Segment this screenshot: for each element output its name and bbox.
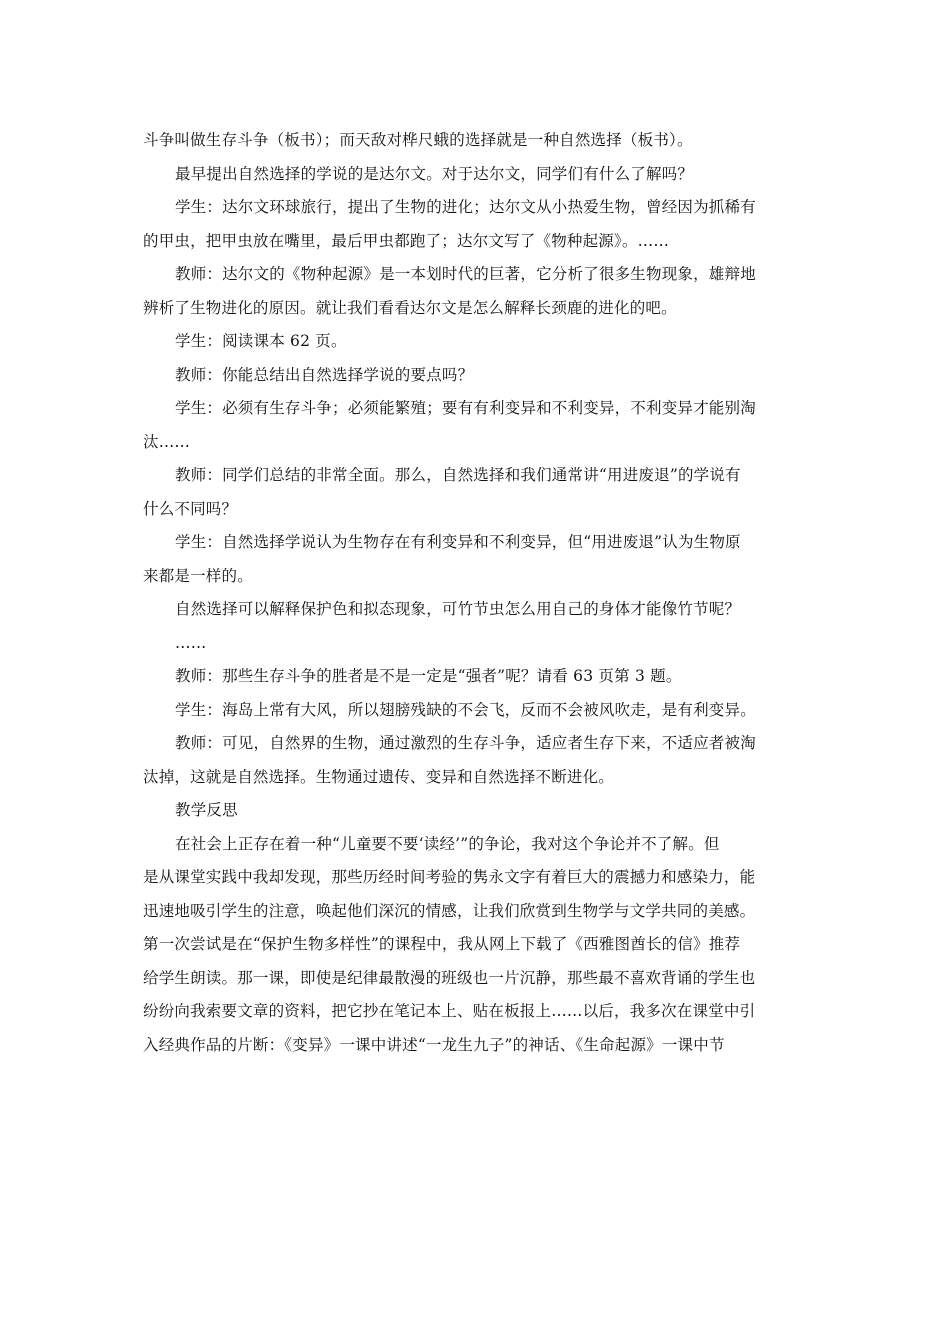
paragraph-line: 教师：可见，自然界的生物，通过激烈的生存斗争，适应者生存下来，不适应者被淘: [175, 734, 756, 752]
paragraph-line: 学生：达尔文环球旅行，提出了生物的进化；达尔文从小热爱生物，曾经因为抓稀有: [175, 198, 756, 216]
paragraph-line: 给学生朗读。那一课，即使是纪律最散漫的班级也一片沉静，那些最不喜欢背诵的学生也: [143, 968, 756, 987]
paragraph-line: 在社会上正存在着一种“儿童要不要‘读经’”的争论，我对这个争论并不了解。但: [175, 834, 720, 853]
paragraph-line: ……: [175, 633, 207, 652]
paragraph-line: 斗争叫做生存斗争（板书）；而天敌对桦尺蛾的选择就是一种自然选择（板书）。: [143, 131, 693, 149]
paragraph-line: 自然选择可以解释保护色和拟态现象，可竹节虫怎么用自己的身体才能像竹节呢？: [175, 600, 741, 618]
paragraph-line: 学生：自然选择学说认为生物存在有利变异和不利变异，但“用进废退”认为生物原: [175, 533, 741, 551]
paragraph-line: 是从课堂实践中我却发现，那些历经时间考验的隽永文字有着巨大的震撼力和感染力，能: [143, 868, 756, 886]
paragraph-line: 教师：同学们总结的非常全面。那么，自然选择和我们通常讲“用进废退”的学说有: [175, 466, 741, 484]
paragraph-line: 迅速地吸引学生的注意，唤起他们深沉的情感，让我们欣赏到生物学与文学共同的美感。: [143, 901, 756, 920]
paragraph-line: 学生：必须有生存斗争；必须能繁殖；要有有利变异和不利变异，不利变异才能别淘: [175, 399, 756, 417]
paragraph-line: 的甲虫，把甲虫放在嘴里，最后甲虫都跑了；达尔文写了《物种起源》。……: [143, 231, 670, 250]
paragraph-line: 汰掉，这就是自然选择。生物通过遗传、变异和自然选择不断进化。: [143, 767, 615, 786]
paragraph-line: 辨析了生物进化的原因。就让我们看看达尔文是怎么解释长颈鹿的进化的吧。: [143, 298, 677, 317]
paragraph-line: 教师：达尔文的《物种起源》是一本划时代的巨著，它分析了很多生物现象，雄辩地: [175, 265, 756, 283]
paragraph-line: 入经典作品的片断：《变异》一课中讲述“一龙生九子”的神话、《生命起源》一课中节: [143, 1035, 725, 1054]
paragraph-line: 教学反思: [175, 801, 238, 819]
paragraph-line: 教师：那些生存斗争的胜者是不是一定是“强者”呢？请看 63 页第 3 题。: [175, 667, 682, 685]
document-page: [143, 124, 809, 1062]
paragraph-line: 学生：海岛上常有大风，所以翅膀残缺的不会飞，反而不会被风吹走，是有利变异。: [175, 700, 756, 719]
paragraph-line: 汰……: [143, 432, 191, 451]
paragraph-line: 教师：你能总结出自然选择学说的要点吗？: [175, 365, 474, 384]
paragraph-line: 第一次尝试是在“保护生物多样性”的课程中，我从网上下载了《西雅图酋长的信》推荐: [143, 935, 741, 953]
paragraph-line: 纷纷向我索要文章的资料，把它抄在笔记本上、贴在板报上……以后，我多次在课堂中引: [143, 1002, 756, 1020]
paragraph-line: 什么不同吗？: [143, 499, 238, 518]
paragraph-line: 来都是一样的。: [143, 566, 253, 585]
paragraph-line: 最早提出自然选择的学说的是达尔文。对于达尔文，同学们有什么了解吗？: [175, 164, 694, 183]
paragraph-line: 学生：阅读课本 62 页。: [175, 332, 347, 350]
